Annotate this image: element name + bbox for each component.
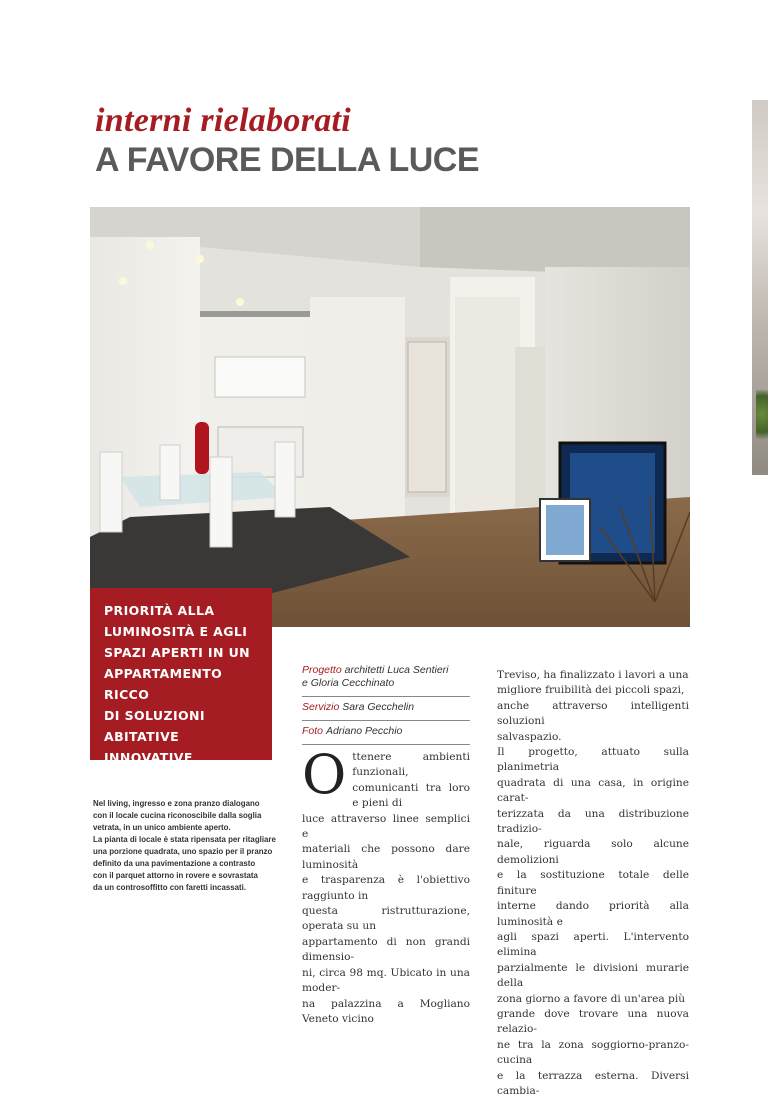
- caption-line: da un controsoffitto con faretti incassati.: [93, 883, 247, 892]
- body-line: ttenere ambienti funzionali,: [352, 751, 470, 779]
- body-line: interne dando priorità alla luminosità e: [497, 900, 689, 928]
- credit-foto: [302, 723, 470, 740]
- body-line: e trasparenza è l'obiettivo raggiunto in: [302, 874, 470, 902]
- body-line: parzialmente le divisioni murarie della: [497, 961, 689, 990]
- credit-progetto: [302, 662, 470, 692]
- highlight-line: APPARTAMENTO RICCO: [104, 666, 223, 702]
- caption-line: La pianta di locale è stata ripensata per ritagliare: [93, 835, 276, 844]
- body-line: zona giorno a favore di un'area più: [497, 992, 686, 1005]
- body-line: comunicanti tra loro e pieni di: [352, 781, 470, 810]
- credit-value: Sara Gecchelin: [342, 701, 415, 713]
- credit-value: Adriano Pecchio: [325, 725, 403, 737]
- divider: [302, 696, 470, 697]
- photo-caption: [93, 798, 283, 894]
- body-line: e la terrazza esterna. Diversi cambia-: [497, 1069, 689, 1097]
- highlight-line: PRIORITÀ ALLA: [104, 603, 215, 618]
- credit-value: e Gloria Cecchinato: [302, 677, 395, 689]
- body-line: ni, circa 98 mq. Ubicato in una moder-: [302, 966, 470, 995]
- body-column-2: [497, 668, 689, 1099]
- credit-label: Progetto: [302, 664, 342, 676]
- body-line: ne tra la zona soggiorno-pranzo-cucina: [497, 1038, 689, 1067]
- headline-title: A FAVORE DELLA LUCE: [95, 141, 480, 179]
- highlight-line: ABITATIVE INNOVATIVE: [104, 729, 193, 765]
- headline-kicker: interni rielaborati: [95, 102, 352, 139]
- credits-block: [302, 662, 470, 747]
- highlight-line: DI SOLUZIONI: [104, 708, 205, 723]
- credit-label: Servizio: [302, 701, 340, 713]
- interior-photo: [90, 207, 690, 627]
- body-line: appartamento di non grandi dimensio-: [302, 935, 470, 964]
- body-line: questa ristrutturazione, operata su un: [302, 905, 470, 933]
- caption-line: Nel living, ingresso e zona pranzo dialogano: [93, 799, 260, 808]
- credit-value: architetti Luca Sentieri: [344, 664, 449, 676]
- highlight-line: LUMINOSITÀ E AGLI: [104, 624, 248, 639]
- divider: [302, 720, 470, 721]
- body-line: migliore fruibilità dei piccoli spazi,: [497, 684, 685, 697]
- caption-line: con il locale cucina riconoscibile dalla soglia: [93, 811, 262, 820]
- credit-label: Foto: [302, 725, 324, 737]
- body-line: materiali che possono dare luminosità: [302, 843, 470, 871]
- body-line: quadrata di una casa, in origine carat-: [497, 776, 689, 805]
- body-line: Treviso, ha finalizzato i lavori a una: [497, 669, 689, 681]
- highlight-line: SPAZI APERTI IN UN: [104, 645, 250, 660]
- caption-line: una porzione quadrata, uno spazio per il pranzo: [93, 847, 273, 856]
- body-line: grande dove trovare una nuova relazio-: [497, 1007, 689, 1036]
- caption-line: con il parquet attorno in rovere e sovrastata: [93, 871, 258, 880]
- body-column-1: [302, 743, 470, 1027]
- highlight-box: [90, 588, 272, 786]
- adjacent-page-photo-edge: [752, 100, 768, 475]
- highlight-line: E INEDITE IDEE: [104, 771, 215, 786]
- caption-line: definito da una pavimentazione a contrasto: [93, 859, 256, 868]
- body-line: na palazzina a Mogliano Veneto vicino: [302, 997, 470, 1025]
- body-line: e la sostituzione totale delle finiture: [497, 869, 689, 897]
- drop-cap: O: [302, 743, 347, 806]
- body-line: anche attraverso intelligenti soluzioni: [497, 699, 689, 728]
- credit-servizio: [302, 699, 470, 716]
- body-line: nale, riguarda solo alcune demolizioni: [497, 838, 689, 866]
- caption-line: vetrata, in un unico ambiente aperto.: [93, 823, 231, 832]
- body-line: agli spazi aperti. L'intervento elimina: [497, 930, 689, 959]
- body-line: Il progetto, attuato sulla planimetria: [497, 746, 689, 774]
- body-line: salvaspazio.: [497, 730, 562, 743]
- body-line: terizzata da una distribuzione tradizio-: [497, 807, 689, 836]
- body-line: luce attraverso linee semplici e: [302, 812, 470, 841]
